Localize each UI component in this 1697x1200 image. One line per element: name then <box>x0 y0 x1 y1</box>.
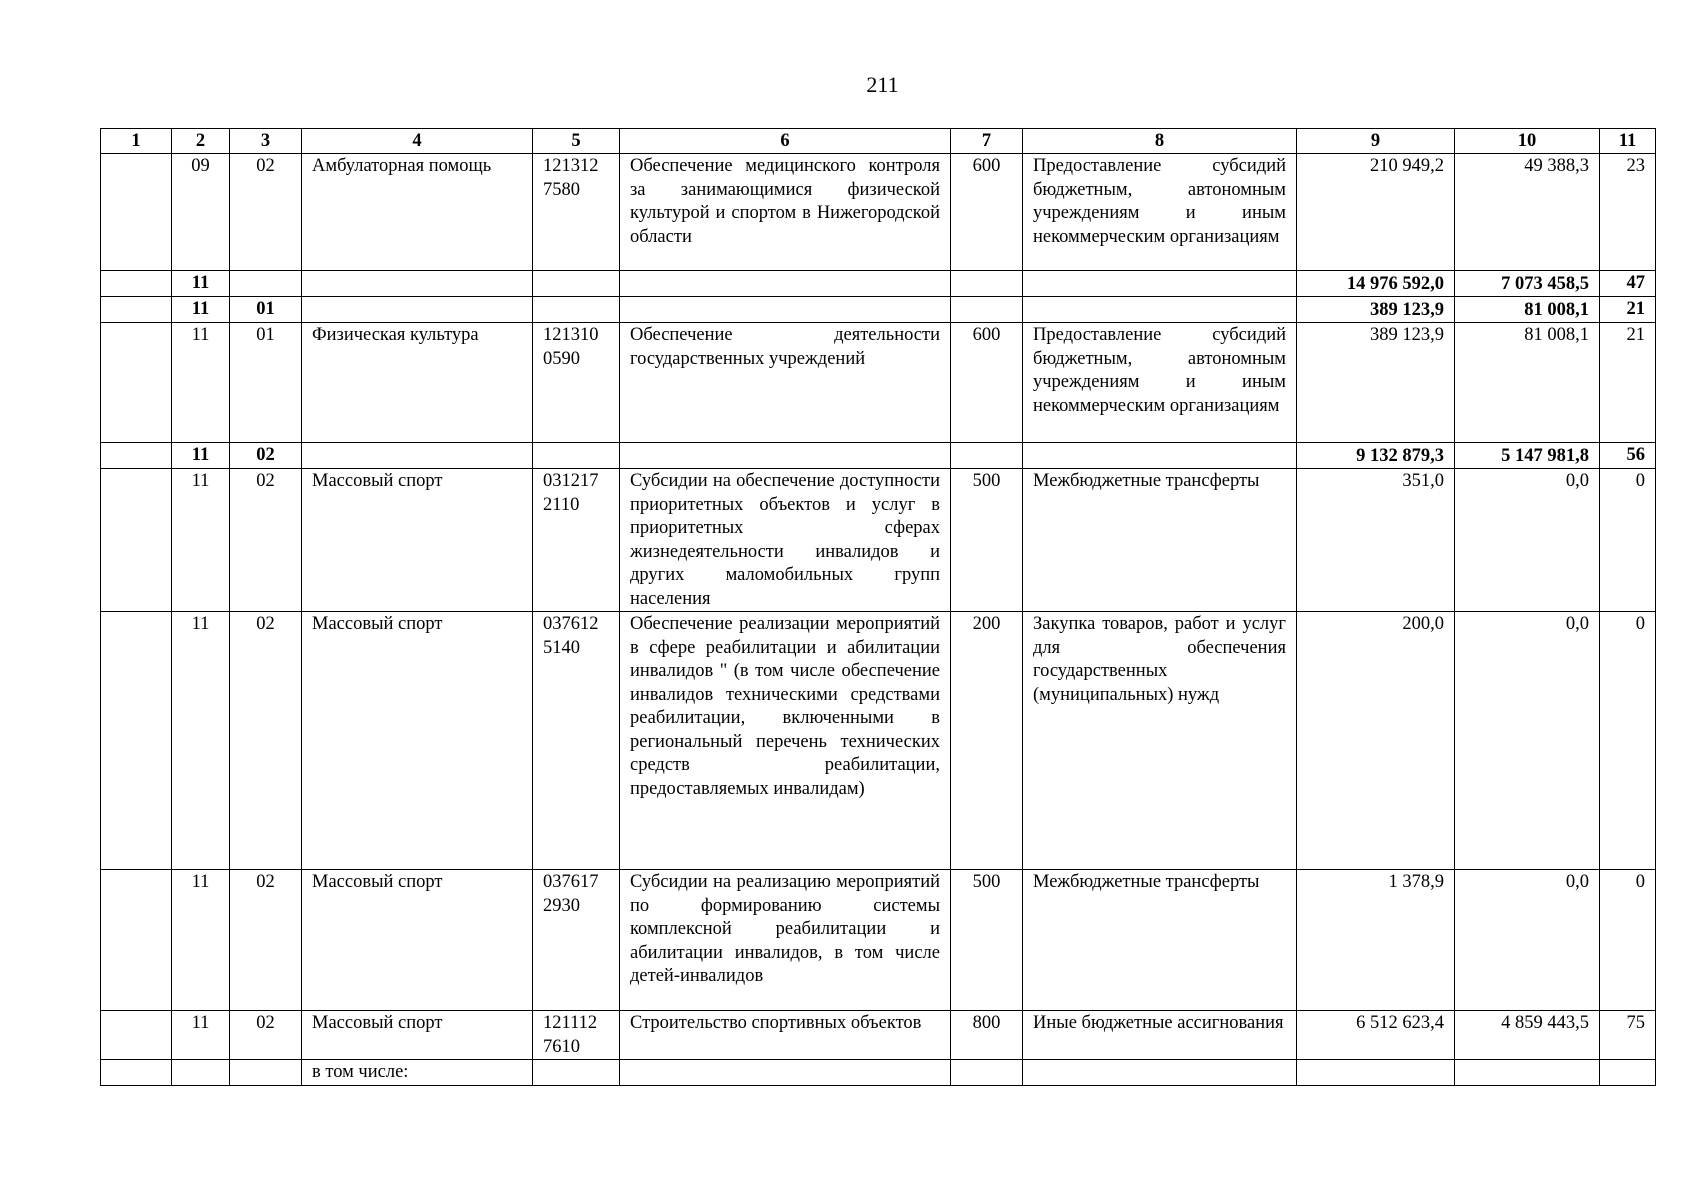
table-row <box>101 469 1656 612</box>
cell-subsection: 02 <box>230 870 302 1011</box>
cell-expense-type <box>951 297 1023 323</box>
cell-actual: 0,0 <box>1455 870 1600 1011</box>
cell-expense-name: Предоставление субсидий бюджетным, автономным учреждениям и иным некоммерческим организациям <box>1023 154 1297 271</box>
cell-actual: 4 859 443,5 <box>1455 1011 1600 1060</box>
cell-description: Субсидии на обеспечение доступности приоритетных объектов и услуг в приоритетных сферах жизнедеятельности инвалидов и других маломобильных групп населения <box>620 469 951 612</box>
cell-target-code: 121112 7610 <box>533 1011 620 1060</box>
cell-actual: 81 008,1 <box>1455 323 1600 443</box>
cell-expense-name: Предоставление субсидий бюджетным, автономным учреждениям и иным некоммерческим организациям <box>1023 323 1297 443</box>
cell-name <box>302 271 533 297</box>
cell-section: 11 <box>172 297 230 323</box>
cell-actual: 7 073 458,5 <box>1455 271 1600 297</box>
cell-target-code <box>533 1060 620 1086</box>
cell-actual: 81 008,1 <box>1455 297 1600 323</box>
cell-description: Обеспечение реализации мероприятий в сфере реабилитации и абилитации инвалидов " (в том числе обеспечение инвалидов техническими средствами реабилитации, включенными в региональный перечень технических средств реабилитации, предоставляемых инвалидам) <box>620 612 951 870</box>
cell-col1 <box>101 297 172 323</box>
table-row <box>101 1060 1656 1086</box>
cell-plan: 14 976 592,0 <box>1297 271 1455 297</box>
cell-section: 11 <box>172 443 230 469</box>
cell-subsection <box>230 1060 302 1086</box>
cell-expense-name: Иные бюджетные ассигнования <box>1023 1011 1297 1060</box>
cell-expense-type: 500 <box>951 469 1023 612</box>
cell-percent <box>1600 1060 1656 1086</box>
cell-plan: 200,0 <box>1297 612 1455 870</box>
cell-subsection: 02 <box>230 612 302 870</box>
cell-percent: 21 <box>1600 323 1656 443</box>
cell-percent: 0 <box>1600 612 1656 870</box>
cell-target-code: 121310 0590 <box>533 323 620 443</box>
cell-name: Амбулаторная помощь <box>302 154 533 271</box>
header-cell: 11 <box>1600 129 1656 154</box>
cell-target-code: 121312 7580 <box>533 154 620 271</box>
cell-col1 <box>101 1060 172 1086</box>
cell-expense-name: Закупка товаров, работ и услуг для обеспечения государственных (муниципальных) нужд <box>1023 612 1297 870</box>
cell-subsection: 02 <box>230 443 302 469</box>
cell-plan: 6 512 623,4 <box>1297 1011 1455 1060</box>
table-row-total <box>101 271 1656 297</box>
cell-name <box>302 297 533 323</box>
cell-section: 11 <box>172 1011 230 1060</box>
cell-description: Обеспечение медицинского контроля за занимающимися физической культурой и спортом в Нижегородской области <box>620 154 951 271</box>
cell-expense-type <box>951 443 1023 469</box>
cell-section: 11 <box>172 271 230 297</box>
budget-table <box>100 128 1656 1086</box>
cell-expense-type: 500 <box>951 870 1023 1011</box>
cell-expense-type <box>951 271 1023 297</box>
header-cell: 4 <box>302 129 533 154</box>
cell-description <box>620 1060 951 1086</box>
cell-name: Массовый спорт <box>302 469 533 612</box>
table-row <box>101 323 1656 443</box>
cell-target-code <box>533 271 620 297</box>
cell-name <box>302 443 533 469</box>
cell-plan: 389 123,9 <box>1297 297 1455 323</box>
cell-description: Обеспечение деятельности государственных учреждений <box>620 323 951 443</box>
cell-expense-name <box>1023 443 1297 469</box>
cell-actual <box>1455 1060 1600 1086</box>
cell-col1 <box>101 469 172 612</box>
page-number: 211 <box>866 72 899 97</box>
cell-col1 <box>101 154 172 271</box>
cell-col1 <box>101 612 172 870</box>
header-cell: 2 <box>172 129 230 154</box>
cell-target-code: 037617 2930 <box>533 870 620 1011</box>
cell-description <box>620 297 951 323</box>
table-row-total <box>101 443 1656 469</box>
cell-expense-type: 600 <box>951 323 1023 443</box>
cell-actual: 0,0 <box>1455 612 1600 870</box>
cell-col1 <box>101 1011 172 1060</box>
cell-percent: 0 <box>1600 870 1656 1011</box>
header-cell: 10 <box>1455 129 1600 154</box>
cell-expense-type: 200 <box>951 612 1023 870</box>
cell-expense-type <box>951 1060 1023 1086</box>
cell-description: Строительство спортивных объектов <box>620 1011 951 1060</box>
cell-subsection <box>230 271 302 297</box>
header-cell: 7 <box>951 129 1023 154</box>
cell-target-code: 037612 5140 <box>533 612 620 870</box>
cell-section: 11 <box>172 870 230 1011</box>
cell-section: 11 <box>172 323 230 443</box>
table-row <box>101 870 1656 1011</box>
cell-target-code: 031217 2110 <box>533 469 620 612</box>
cell-name: Массовый спорт <box>302 612 533 870</box>
cell-section: 11 <box>172 612 230 870</box>
cell-percent: 75 <box>1600 1011 1656 1060</box>
cell-name: Массовый спорт <box>302 870 533 1011</box>
table-row <box>101 612 1656 870</box>
cell-target-code <box>533 443 620 469</box>
cell-subsection: 01 <box>230 323 302 443</box>
cell-subsection: 02 <box>230 154 302 271</box>
cell-actual: 49 388,3 <box>1455 154 1600 271</box>
cell-name: Массовый спорт <box>302 1011 533 1060</box>
cell-col1 <box>101 323 172 443</box>
cell-percent: 23 <box>1600 154 1656 271</box>
cell-expense-name: Межбюджетные трансферты <box>1023 870 1297 1011</box>
cell-expense-name <box>1023 297 1297 323</box>
cell-percent: 0 <box>1600 469 1656 612</box>
header-cell: 9 <box>1297 129 1455 154</box>
cell-target-code <box>533 297 620 323</box>
cell-name: в том числе: <box>302 1060 533 1086</box>
cell-description: Субсидии на реализацию мероприятий по формированию системы комплексной реабилитации и абилитации инвалидов, в том числе детей-инвалидов <box>620 870 951 1011</box>
cell-plan: 9 132 879,3 <box>1297 443 1455 469</box>
header-cell: 3 <box>230 129 302 154</box>
cell-section: 11 <box>172 469 230 612</box>
cell-expense-name <box>1023 1060 1297 1086</box>
cell-col1 <box>101 443 172 469</box>
cell-expense-type: 600 <box>951 154 1023 271</box>
cell-expense-type: 800 <box>951 1011 1023 1060</box>
table-row <box>101 1011 1656 1060</box>
cell-section: 09 <box>172 154 230 271</box>
table-row-total <box>101 297 1656 323</box>
cell-col1 <box>101 271 172 297</box>
cell-subsection: 02 <box>230 469 302 612</box>
cell-percent: 56 <box>1600 443 1656 469</box>
header-row <box>101 129 1656 154</box>
cell-plan: 389 123,9 <box>1297 323 1455 443</box>
cell-subsection: 01 <box>230 297 302 323</box>
cell-name: Физическая культура <box>302 323 533 443</box>
header-cell: 5 <box>533 129 620 154</box>
cell-plan <box>1297 1060 1455 1086</box>
cell-description <box>620 443 951 469</box>
cell-subsection: 02 <box>230 1011 302 1060</box>
cell-expense-name: Межбюджетные трансферты <box>1023 469 1297 612</box>
cell-section <box>172 1060 230 1086</box>
cell-actual: 5 147 981,8 <box>1455 443 1600 469</box>
header-cell: 8 <box>1023 129 1297 154</box>
cell-description <box>620 271 951 297</box>
cell-actual: 0,0 <box>1455 469 1600 612</box>
cell-plan: 1 378,9 <box>1297 870 1455 1011</box>
cell-percent: 47 <box>1600 271 1656 297</box>
cell-expense-name <box>1023 271 1297 297</box>
header-cell: 6 <box>620 129 951 154</box>
cell-plan: 210 949,2 <box>1297 154 1455 271</box>
cell-col1 <box>101 870 172 1011</box>
cell-percent: 21 <box>1600 297 1656 323</box>
header-cell: 1 <box>101 129 172 154</box>
cell-plan: 351,0 <box>1297 469 1455 612</box>
table-row <box>101 154 1656 271</box>
